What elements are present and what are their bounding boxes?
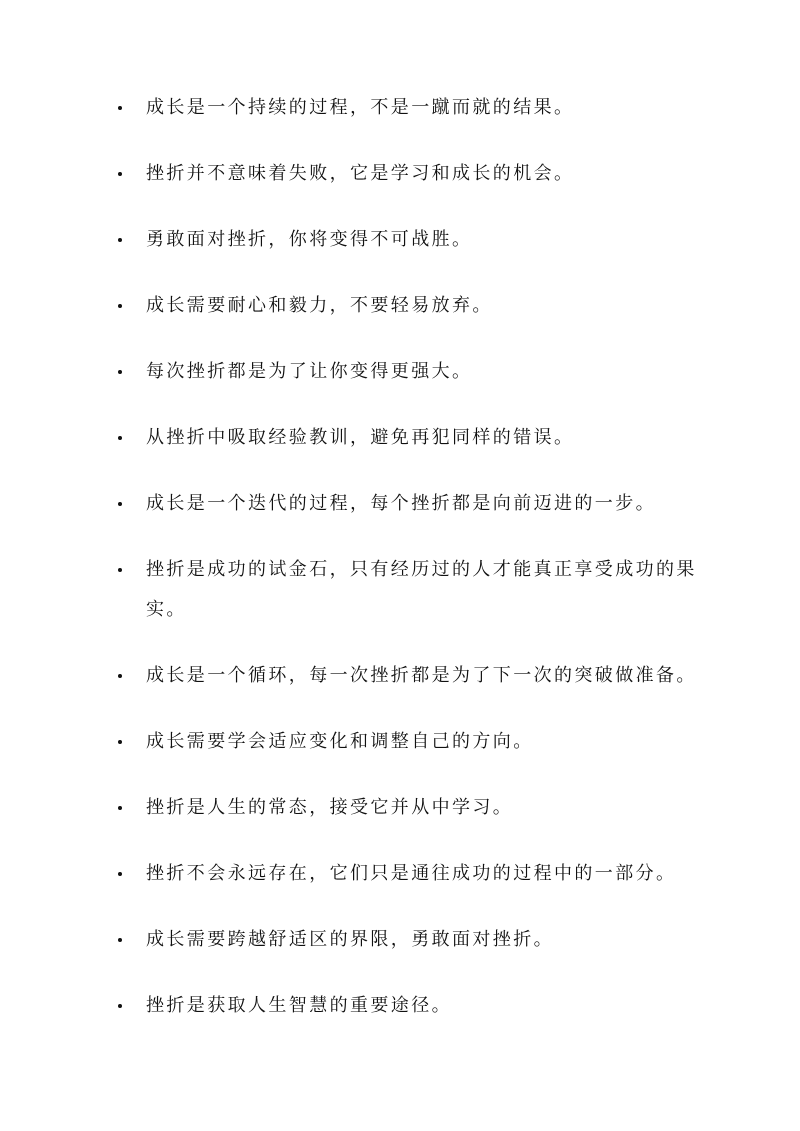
bullet-icon <box>118 106 122 110</box>
list-item <box>118 88 718 128</box>
quote-list <box>118 88 718 1052</box>
bullet-icon <box>118 740 122 744</box>
list-item-text: 挫折是人生的常态，接受它并从中学习。 <box>146 797 514 818</box>
bullet-icon <box>118 1004 122 1008</box>
list-item <box>118 656 718 696</box>
bullet-icon <box>118 674 122 678</box>
list-item-text: 挫折是成功的试金石，只有经历过的人才能真正享受成功的果实。 <box>146 559 697 620</box>
list-item <box>118 352 718 392</box>
bullet-icon <box>118 938 122 942</box>
list-item <box>118 286 718 326</box>
list-item-text: 从挫折中吸取经验教训，避免再犯同样的错误。 <box>146 427 575 448</box>
bullet-icon <box>118 806 122 810</box>
list-item <box>118 722 718 762</box>
list-item <box>118 418 718 458</box>
list-item <box>118 484 718 524</box>
list-item <box>118 220 718 260</box>
bullet-icon <box>118 370 122 374</box>
bullet-icon <box>118 436 122 440</box>
bullet-icon <box>118 238 122 242</box>
list-item-text: 挫折是获取人生智慧的重要途径。 <box>146 995 452 1016</box>
list-item-text: 成长是一个持续的过程，不是一蹴而就的结果。 <box>146 97 575 118</box>
list-item-text: 挫折并不意味着失败，它是学习和成长的机会。 <box>146 163 575 184</box>
bullet-icon <box>118 502 122 506</box>
list-item <box>118 920 718 960</box>
list-item-text: 成长需要学会适应变化和调整自己的方向。 <box>146 731 534 752</box>
list-item-text: 勇敢面对挫折，你将变得不可战胜。 <box>146 229 473 250</box>
bullet-icon <box>118 568 122 572</box>
list-item-text: 挫折不会永远存在，它们只是通往成功的过程中的一部分。 <box>146 863 677 884</box>
list-item-text: 成长是一个循环，每一次挫折都是为了下一次的突破做准备。 <box>146 665 697 686</box>
list-item-text: 成长需要耐心和毅力，不要轻易放弃。 <box>146 295 493 316</box>
list-item <box>118 788 718 828</box>
list-item-text: 成长需要跨越舒适区的界限，勇敢面对挫折。 <box>146 929 554 950</box>
list-item <box>118 986 718 1026</box>
list-item <box>118 854 718 894</box>
bullet-icon <box>118 872 122 876</box>
list-item <box>118 550 718 630</box>
bullet-icon <box>118 172 122 176</box>
list-item-text: 每次挫折都是为了让你变得更强大。 <box>146 361 473 382</box>
list-item <box>118 154 718 194</box>
bullet-icon <box>118 304 122 308</box>
list-item-text: 成长是一个迭代的过程，每个挫折都是向前迈进的一步。 <box>146 493 656 514</box>
